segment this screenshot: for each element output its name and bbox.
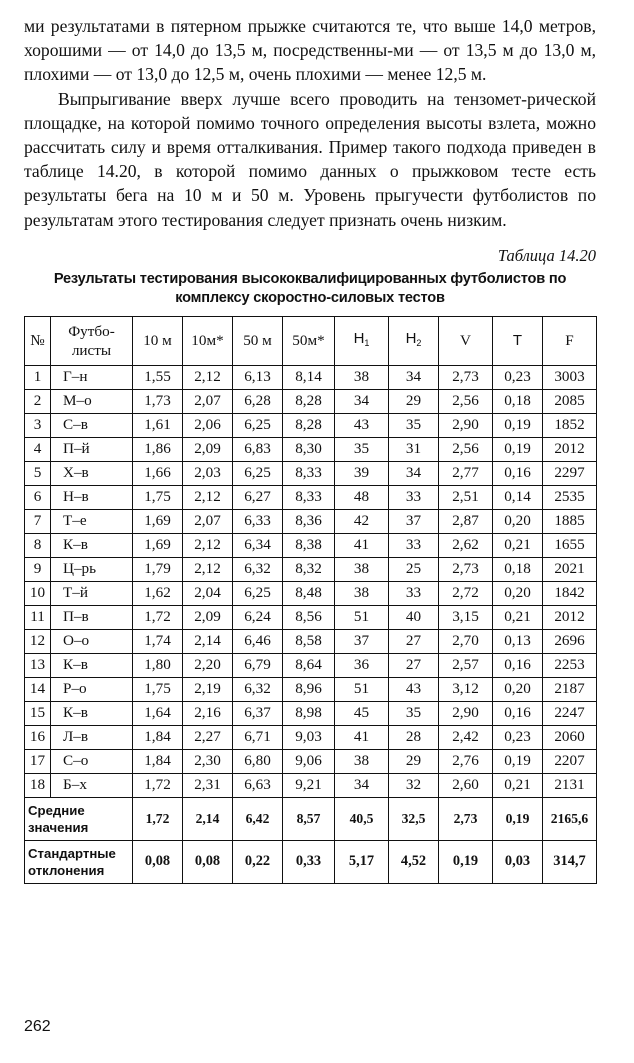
table-cell: 0,16 xyxy=(493,461,543,485)
means-cell: 0,19 xyxy=(493,797,543,840)
row-number: 16 xyxy=(25,725,51,749)
table-cell: 2,56 xyxy=(439,389,493,413)
table-cell: 2297 xyxy=(543,461,597,485)
table-cell: 2,14 xyxy=(183,629,233,653)
table-cell: 8,98 xyxy=(283,701,335,725)
table-cell: 2,90 xyxy=(439,413,493,437)
table-cell: 29 xyxy=(389,389,439,413)
table-row xyxy=(25,533,597,557)
sd-cell: 0,03 xyxy=(493,840,543,883)
row-number: 3 xyxy=(25,413,51,437)
table-cell: 8,64 xyxy=(283,653,335,677)
table-cell: 1,84 xyxy=(133,749,183,773)
header-t: T xyxy=(493,316,543,365)
table-cell: 0,20 xyxy=(493,509,543,533)
header-10m: 10 м xyxy=(133,316,183,365)
means-row xyxy=(25,797,597,840)
means-cell: 40,5 xyxy=(335,797,389,840)
player-name: К–в xyxy=(51,653,133,677)
player-name: Р–о xyxy=(51,677,133,701)
table-cell: 2012 xyxy=(543,605,597,629)
table-cell: 31 xyxy=(389,437,439,461)
table-cell: 0,21 xyxy=(493,533,543,557)
results-table xyxy=(24,316,597,884)
table-cell: 1,80 xyxy=(133,653,183,677)
table-cell: 2535 xyxy=(543,485,597,509)
table-cell: 34 xyxy=(389,461,439,485)
table-cell: 1,74 xyxy=(133,629,183,653)
sd-cell: 0,19 xyxy=(439,840,493,883)
sd-cell: 5,17 xyxy=(335,840,389,883)
table-cell: 35 xyxy=(389,413,439,437)
header-10m-star: 10м* xyxy=(183,316,233,365)
table-cell: 0,19 xyxy=(493,437,543,461)
table-cell: 2,51 xyxy=(439,485,493,509)
table-cell: 3003 xyxy=(543,365,597,389)
player-name: Ц–рь xyxy=(51,557,133,581)
row-number: 2 xyxy=(25,389,51,413)
table-row xyxy=(25,413,597,437)
table-row xyxy=(25,437,597,461)
player-name: О–о xyxy=(51,629,133,653)
player-name: П–в xyxy=(51,605,133,629)
table-cell: 42 xyxy=(335,509,389,533)
table-cell: 2,73 xyxy=(439,557,493,581)
table-cell: 0,19 xyxy=(493,413,543,437)
table-cell: 29 xyxy=(389,749,439,773)
table-cell: 6,25 xyxy=(233,461,283,485)
table-cell: 1,75 xyxy=(133,485,183,509)
player-name: С–о xyxy=(51,749,133,773)
table-cell: 6,83 xyxy=(233,437,283,461)
player-name: Б–х xyxy=(51,773,133,797)
table-row xyxy=(25,677,597,701)
table-cell: 2,20 xyxy=(183,653,233,677)
player-name: Л–в xyxy=(51,725,133,749)
table-cell: 0,13 xyxy=(493,629,543,653)
paragraph-2: Выпрыгивание вверх лучше всего проводить на тензомет-рической площадке, на которой помимо точного определения высоты взлета, можно рассчитать силу и время отталкивания. Пример такого подхода приведен в таблице 14.20, в которой помимо данных о прыжковом тесте есть результаты бега на 10 м и 50 м. Уровень прыгучести футболистов по результатам этого тестирования следует признать очень низким. xyxy=(24,88,596,230)
table-cell: 43 xyxy=(389,677,439,701)
table-cell: 38 xyxy=(335,557,389,581)
table-cell: 9,21 xyxy=(283,773,335,797)
table-cell: 6,34 xyxy=(233,533,283,557)
table-cell: 38 xyxy=(335,749,389,773)
table-cell: 1,62 xyxy=(133,581,183,605)
header-50m-star: 50м* xyxy=(283,316,335,365)
table-cell: 8,33 xyxy=(283,485,335,509)
table-cell: 1,73 xyxy=(133,389,183,413)
table-cell: 6,32 xyxy=(233,677,283,701)
player-name: С–в xyxy=(51,413,133,437)
table-cell: 2,56 xyxy=(439,437,493,461)
table-cell: 1,72 xyxy=(133,605,183,629)
table-row xyxy=(25,485,597,509)
table-cell: 8,28 xyxy=(283,413,335,437)
table-cell: 2,27 xyxy=(183,725,233,749)
table-cell: 1,69 xyxy=(133,509,183,533)
row-number: 4 xyxy=(25,437,51,461)
table-cell: 34 xyxy=(335,389,389,413)
row-number: 8 xyxy=(25,533,51,557)
table-cell: 34 xyxy=(389,365,439,389)
page-content xyxy=(24,14,596,884)
header-h2: $H_2$ xyxy=(389,316,439,365)
table-cell: 0,20 xyxy=(493,581,543,605)
sd-cell: 0,33 xyxy=(283,840,335,883)
table-cell: 2,90 xyxy=(439,701,493,725)
player-name: Т–й xyxy=(51,581,133,605)
table-cell: 3,12 xyxy=(439,677,493,701)
page-number: 262 xyxy=(24,1018,51,1035)
table-cell: 1,64 xyxy=(133,701,183,725)
table-cell: 2,57 xyxy=(439,653,493,677)
table-cell: 2,76 xyxy=(439,749,493,773)
means-cell: 2,73 xyxy=(439,797,493,840)
table-cell: 2,42 xyxy=(439,725,493,749)
paragraph-1: ми результатами в пятерном прыжке считаются те, что выше 14,0 метров, хорошими — от 14,0 до 13,5 м, посредственны-ми — от 13,5 м до 13,0 м, плохими — от 13,0 до 12,5 м, очень плохими — менее 12,5 м. xyxy=(24,16,596,85)
table-cell: 2085 xyxy=(543,389,597,413)
table-cell: 2,04 xyxy=(183,581,233,605)
table-cell: 0,23 xyxy=(493,725,543,749)
table-cell: 2,16 xyxy=(183,701,233,725)
table-cell: 2,87 xyxy=(439,509,493,533)
table-cell: 0,14 xyxy=(493,485,543,509)
table-cell: 2012 xyxy=(543,437,597,461)
player-name: М–о xyxy=(51,389,133,413)
table-cell: 40 xyxy=(389,605,439,629)
table-cell: 33 xyxy=(389,581,439,605)
table-cell: 0,20 xyxy=(493,677,543,701)
row-number: 14 xyxy=(25,677,51,701)
table-title: Результаты тестирования высококвалифицированных футболистов по комплексу скоростно-силовых тестов xyxy=(53,270,567,306)
table-cell: 34 xyxy=(335,773,389,797)
table-cell: 1,66 xyxy=(133,461,183,485)
table-cell: 8,30 xyxy=(283,437,335,461)
table-cell: 2,03 xyxy=(183,461,233,485)
table-cell: 6,28 xyxy=(233,389,283,413)
table-cell: 2131 xyxy=(543,773,597,797)
row-number: 5 xyxy=(25,461,51,485)
table-cell: 51 xyxy=(335,677,389,701)
table-cell: 2253 xyxy=(543,653,597,677)
row-number: 13 xyxy=(25,653,51,677)
table-cell: 2207 xyxy=(543,749,597,773)
table-cell: 37 xyxy=(335,629,389,653)
table-row xyxy=(25,629,597,653)
table-cell: 8,56 xyxy=(283,605,335,629)
row-number: 7 xyxy=(25,509,51,533)
means-cell: 6,42 xyxy=(233,797,283,840)
table-cell: 2,09 xyxy=(183,437,233,461)
table-row xyxy=(25,725,597,749)
table-cell: 2,70 xyxy=(439,629,493,653)
table-cell: 6,79 xyxy=(233,653,283,677)
table-cell: 39 xyxy=(335,461,389,485)
table-cell: 6,24 xyxy=(233,605,283,629)
row-number: 15 xyxy=(25,701,51,725)
table-cell: 6,80 xyxy=(233,749,283,773)
table-cell: 2,12 xyxy=(183,557,233,581)
player-name: Г–н xyxy=(51,365,133,389)
header-f: F xyxy=(543,316,597,365)
table-cell: 6,13 xyxy=(233,365,283,389)
table-cell: 1655 xyxy=(543,533,597,557)
table-cell: 1,69 xyxy=(133,533,183,557)
table-cell: 8,96 xyxy=(283,677,335,701)
table-cell: 27 xyxy=(389,653,439,677)
table-cell: 2,31 xyxy=(183,773,233,797)
table-row xyxy=(25,509,597,533)
row-number: 6 xyxy=(25,485,51,509)
table-cell: 48 xyxy=(335,485,389,509)
table-cell: 8,14 xyxy=(283,365,335,389)
table-cell: 0,18 xyxy=(493,389,543,413)
row-number: 1 xyxy=(25,365,51,389)
row-number: 18 xyxy=(25,773,51,797)
table-row xyxy=(25,461,597,485)
row-number: 17 xyxy=(25,749,51,773)
table-cell: 33 xyxy=(389,533,439,557)
table-cell: 1885 xyxy=(543,509,597,533)
table-cell: 2,07 xyxy=(183,509,233,533)
table-cell: 1,84 xyxy=(133,725,183,749)
table-cell: 27 xyxy=(389,629,439,653)
table-cell: 25 xyxy=(389,557,439,581)
table-cell: 45 xyxy=(335,701,389,725)
header-v: V xyxy=(439,316,493,365)
means-label: Средние значения xyxy=(25,797,133,840)
player-name: К–в xyxy=(51,701,133,725)
sd-cell: 0,08 xyxy=(133,840,183,883)
means-cell: 32,5 xyxy=(389,797,439,840)
means-cell: 1,72 xyxy=(133,797,183,840)
row-number: 9 xyxy=(25,557,51,581)
header-name: Футбо-листы xyxy=(51,316,133,365)
means-cell: 8,57 xyxy=(283,797,335,840)
means-cell: 2165,6 xyxy=(543,797,597,840)
table-cell: 1,61 xyxy=(133,413,183,437)
header-50m: 50 м xyxy=(233,316,283,365)
table-row xyxy=(25,605,597,629)
table-cell: 2,60 xyxy=(439,773,493,797)
player-name: Т–е xyxy=(51,509,133,533)
table-cell: 6,63 xyxy=(233,773,283,797)
table-cell: 2247 xyxy=(543,701,597,725)
table-cell: 0,16 xyxy=(493,701,543,725)
table-cell: 8,58 xyxy=(283,629,335,653)
player-name: К–в xyxy=(51,533,133,557)
means-cell: 2,14 xyxy=(183,797,233,840)
row-number: 11 xyxy=(25,605,51,629)
table-cell: 1842 xyxy=(543,581,597,605)
table-cell: 6,71 xyxy=(233,725,283,749)
row-number: 12 xyxy=(25,629,51,653)
table-cell: 6,32 xyxy=(233,557,283,581)
row-number: 10 xyxy=(25,581,51,605)
player-name: Н–в xyxy=(51,485,133,509)
table-cell: 33 xyxy=(389,485,439,509)
table-cell: 37 xyxy=(389,509,439,533)
sd-row xyxy=(25,840,597,883)
header-h1: $H_1$ xyxy=(335,316,389,365)
table-cell: 2696 xyxy=(543,629,597,653)
table-cell: 51 xyxy=(335,605,389,629)
table-row xyxy=(25,557,597,581)
table-cell: 43 xyxy=(335,413,389,437)
table-cell: 2060 xyxy=(543,725,597,749)
table-cell: 6,46 xyxy=(233,629,283,653)
sd-label: Стандартные отклонения xyxy=(25,840,133,883)
table-cell: 1,72 xyxy=(133,773,183,797)
table-cell: 32 xyxy=(389,773,439,797)
table-row xyxy=(25,581,597,605)
table-cell: 9,06 xyxy=(283,749,335,773)
table-cell: 9,03 xyxy=(283,725,335,749)
table-cell: 8,36 xyxy=(283,509,335,533)
table-cell: 1,79 xyxy=(133,557,183,581)
sd-cell: 0,22 xyxy=(233,840,283,883)
table-cell: 2,07 xyxy=(183,389,233,413)
table-cell: 8,32 xyxy=(283,557,335,581)
table-reference: Таблица 14.20 xyxy=(497,245,596,265)
table-cell: 0,16 xyxy=(493,653,543,677)
table-cell: 8,48 xyxy=(283,581,335,605)
table-cell: 2,72 xyxy=(439,581,493,605)
table-cell: 6,27 xyxy=(233,485,283,509)
table-row xyxy=(25,365,597,389)
table-cell: 6,25 xyxy=(233,581,283,605)
table-row xyxy=(25,773,597,797)
table-cell: 1852 xyxy=(543,413,597,437)
table-cell: 2,12 xyxy=(183,365,233,389)
table-cell: 1,75 xyxy=(133,677,183,701)
table-row xyxy=(25,389,597,413)
table-cell: 8,38 xyxy=(283,533,335,557)
header-num: № xyxy=(25,316,51,365)
table-cell: 2,12 xyxy=(183,533,233,557)
table-cell: 8,28 xyxy=(283,389,335,413)
table-cell: 41 xyxy=(335,533,389,557)
table-cell: 2,19 xyxy=(183,677,233,701)
sd-cell: 4,52 xyxy=(389,840,439,883)
table-cell: 38 xyxy=(335,581,389,605)
table-cell: 2,77 xyxy=(439,461,493,485)
table-cell: 2,12 xyxy=(183,485,233,509)
table-cell: 0,21 xyxy=(493,605,543,629)
table-row xyxy=(25,749,597,773)
table-cell: 6,37 xyxy=(233,701,283,725)
sd-cell: 314,7 xyxy=(543,840,597,883)
table-body xyxy=(25,365,597,797)
table-cell: 2,73 xyxy=(439,365,493,389)
table-cell: 6,33 xyxy=(233,509,283,533)
table-cell: 28 xyxy=(389,725,439,749)
table-cell: 2,62 xyxy=(439,533,493,557)
table-cell: 0,23 xyxy=(493,365,543,389)
table-cell: 3,15 xyxy=(439,605,493,629)
table-cell: 0,18 xyxy=(493,557,543,581)
table-cell: 2,06 xyxy=(183,413,233,437)
table-cell: 2,09 xyxy=(183,605,233,629)
table-row xyxy=(25,653,597,677)
table-cell: 38 xyxy=(335,365,389,389)
table-cell: 41 xyxy=(335,725,389,749)
table-cell: 2,30 xyxy=(183,749,233,773)
table-row xyxy=(25,701,597,725)
table-header-row xyxy=(25,316,597,365)
player-name: П–й xyxy=(51,437,133,461)
table-cell: 2021 xyxy=(543,557,597,581)
sd-cell: 0,08 xyxy=(183,840,233,883)
table-cell: 35 xyxy=(389,701,439,725)
table-cell: 6,25 xyxy=(233,413,283,437)
table-cell: 35 xyxy=(335,437,389,461)
table-cell: 1,86 xyxy=(133,437,183,461)
table-cell: 2187 xyxy=(543,677,597,701)
table-cell: 0,21 xyxy=(493,773,543,797)
table-cell: 36 xyxy=(335,653,389,677)
table-cell: 8,33 xyxy=(283,461,335,485)
player-name: Х–в xyxy=(51,461,133,485)
table-cell: 1,55 xyxy=(133,365,183,389)
table-cell: 0,19 xyxy=(493,749,543,773)
